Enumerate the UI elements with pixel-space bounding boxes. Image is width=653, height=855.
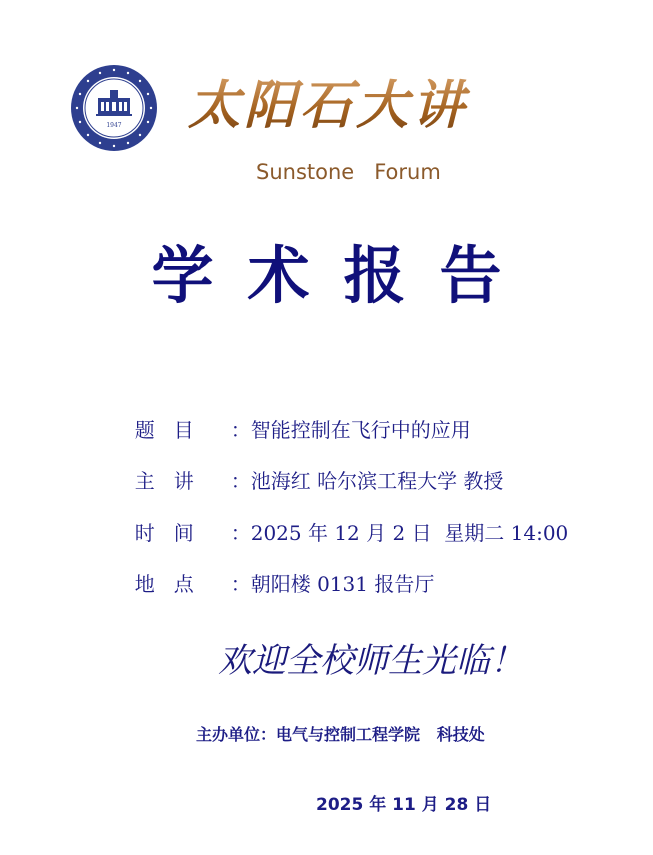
seal-year: 1947	[106, 122, 122, 129]
speaker-label: 主 讲	[134, 469, 194, 493]
issue-date: 2025 年 11 月 28 日	[316, 795, 492, 815]
topic-label: 题 目	[134, 418, 194, 442]
speaker-row	[122, 427, 504, 493]
page-title: 学术报告	[151, 239, 536, 312]
speaker-separator: ：	[230, 469, 251, 493]
topic-value: 智能控制在飞行中的应用	[250, 418, 471, 442]
organizer-text: 主办单位：电气与控制工程学院 科技处	[196, 725, 485, 744]
place-separator: ：	[230, 572, 251, 596]
forum-title-cn: 太阳石大讲堂	[188, 70, 508, 142]
time-separator: ：	[230, 521, 251, 545]
place-value: 朝阳楼 0131 报告厅	[250, 572, 435, 596]
place-row	[122, 530, 435, 596]
topic-separator: ：	[230, 418, 251, 442]
forum-title-en: Sunstone Forum	[256, 160, 441, 184]
speaker-value: 池海红 哈尔滨工程大学 教授	[250, 469, 504, 493]
university-seal-icon	[70, 64, 158, 152]
time-row	[122, 479, 569, 545]
place-label: 地 点	[134, 572, 194, 596]
topic-row	[122, 376, 471, 442]
time-label: 时 间	[134, 521, 194, 545]
welcome-text: 欢迎全校师生光临！	[218, 641, 524, 681]
time-value: 2025 年 12 月 2 日 星期二 14:00	[250, 521, 569, 545]
